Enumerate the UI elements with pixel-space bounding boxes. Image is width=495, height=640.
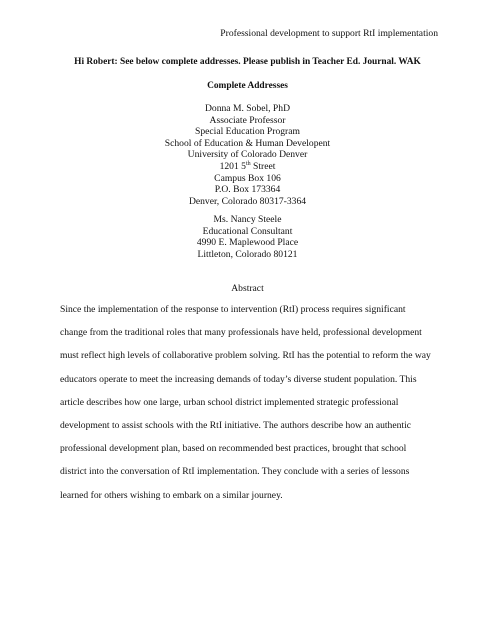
street-number: 1201 5 xyxy=(219,160,246,172)
author-program: Special Education Program xyxy=(195,126,300,138)
author-city: Littleton, Colorado 80121 xyxy=(197,248,298,260)
abstract-body xyxy=(60,304,460,513)
abstract-line: article describes how one large, urban school district implemented strategic professional xyxy=(60,396,399,408)
author-street: 4990 E. Maplewood Place xyxy=(196,237,299,249)
abstract-line: Since the implementation of the response to intervention (RtI) process requires significant xyxy=(60,304,406,315)
author-school: School of Education & Human Developent xyxy=(164,137,331,149)
author-street xyxy=(0,161,495,173)
author-address-2 xyxy=(0,214,495,260)
author-title: Associate Professor xyxy=(209,114,286,126)
author-university: University of Colorado Denver xyxy=(187,149,308,161)
author-name: Donna M. Sobel, PhD xyxy=(204,103,290,114)
abstract-line: development to assist schools with the RtI initiative. The authors describe how an authentic xyxy=(60,419,411,431)
abstract-line: educators operate to meet the increasing demands of today’s diverse student population. This xyxy=(60,373,417,385)
author-city: Denver, Colorado 80317-3364 xyxy=(188,195,307,207)
author-name: Ms. Nancy Steele xyxy=(213,214,282,225)
author-po-box: P.O. Box 173364 xyxy=(214,184,281,196)
author-title: Educational Consultant xyxy=(202,225,293,237)
abstract-line: professional development plan, based on recommended best practices, brought that school xyxy=(60,443,407,455)
abstract-line: learned for others wishing to embark on a similar journey. xyxy=(60,489,283,501)
abstract-heading: Abstract xyxy=(231,283,264,294)
street-ordinal: th xyxy=(245,160,251,167)
editor-note: Hi Robert: See below complete addresses. Please publish in Teacher Ed. Journal. WAK xyxy=(74,57,421,67)
street-suffix: Street xyxy=(250,160,276,172)
author-address-1 xyxy=(0,103,495,207)
abstract-line: change from the traditional roles that many professionals have held, professional development xyxy=(60,327,422,339)
addresses-heading: Complete Addresses xyxy=(207,81,288,91)
running-head: Professional development to support RtI implementation xyxy=(220,28,438,39)
abstract-line: district into the conversation of RtI implementation. They conclude with a series of lessons xyxy=(60,466,410,478)
abstract-line: must reflect high levels of collaborative problem solving. RtI has the potential to reform the way xyxy=(60,350,431,362)
author-campus-box: Campus Box 106 xyxy=(214,172,281,184)
